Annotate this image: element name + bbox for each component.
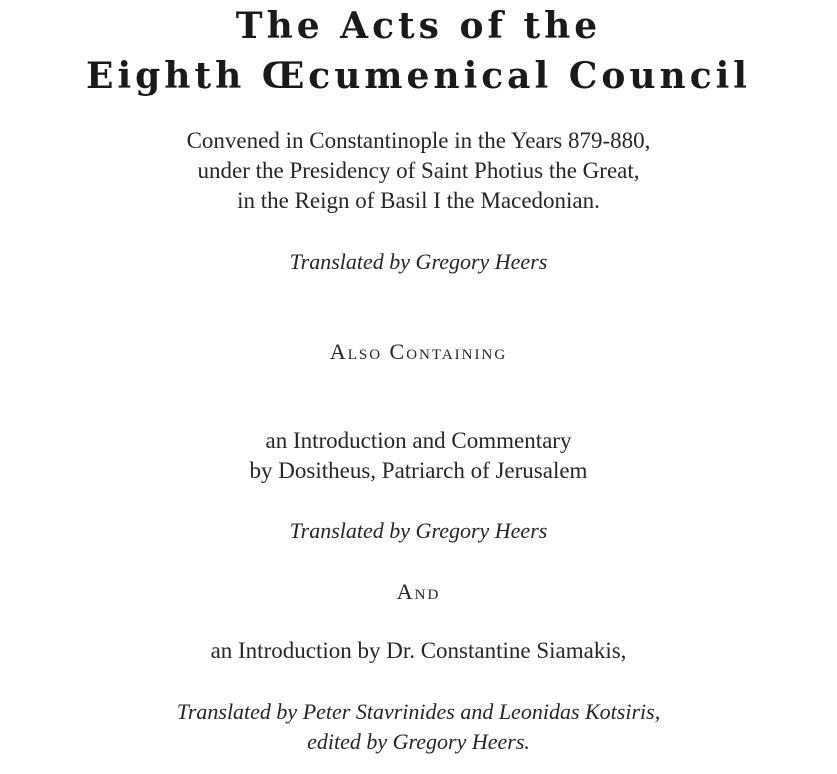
translator-credit-1: Translated by Gregory Heers <box>289 249 548 274</box>
introduction-siamakis: an Introduction by Dr. Constantine Siamakis, <box>210 638 627 663</box>
book-title-line-1: The Acts of the <box>235 5 602 47</box>
translator-credit-3-line-2: edited by Gregory Heers. <box>307 729 530 754</box>
commentary-line-1: an Introduction and Commentary <box>265 428 572 453</box>
subtitle-line-2: under the Presidency of Saint Photius the Great, <box>197 158 640 183</box>
translator-credit-3-line-1: Translated by Peter Stavrinides and Leonidas Kotsiris, <box>176 699 661 724</box>
also-containing-heading: Also Containing <box>329 339 508 364</box>
commentary-line-2: by Dositheus, Patriarch of Jerusalem <box>249 458 588 483</box>
book-title-line-2: Eighth Œcumenical Council <box>86 55 751 97</box>
translator-credit-2: Translated by Gregory Heers <box>289 518 548 543</box>
and-heading: And <box>396 579 441 604</box>
subtitle-line-1: Convened in Constantinople in the Years 879-880, <box>186 128 651 153</box>
subtitle-line-3: in the Reign of Basil I the Macedonian. <box>237 188 600 213</box>
